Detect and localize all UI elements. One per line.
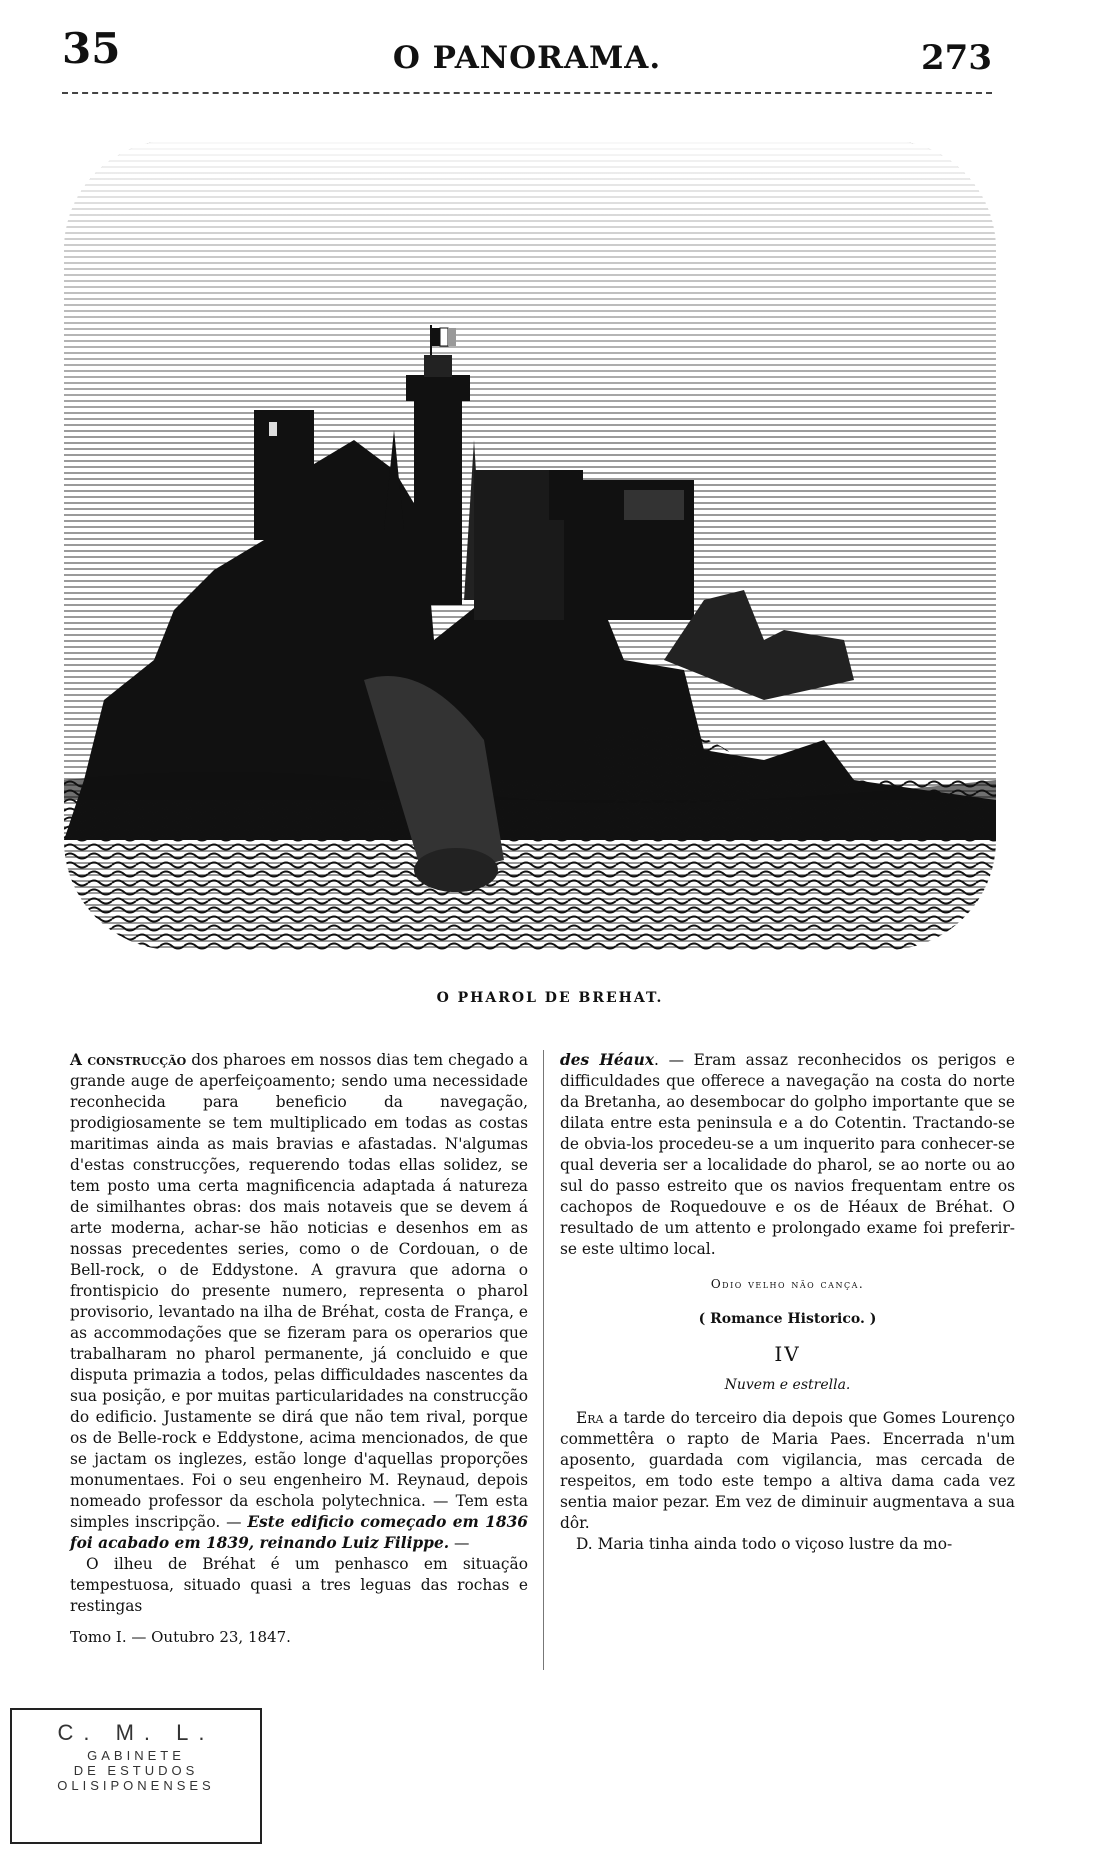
story-paragraph-1 bbox=[560, 1408, 1015, 1534]
story-chapter-number: IV bbox=[774, 1342, 801, 1366]
page-number: 273 bbox=[921, 38, 992, 78]
article-body-text: dos pharoes em nossos dias tem chegado a grande auge de aperfeiçoamento; sendo uma necessidade reconhecida para beneficio da navegação, prodigiosamente se tem multiplicado em todas as costas maritimas ainda as mais bravias e afastadas. N'algumas d'estas construcções, requerendo todas ellas solidez, se tem posto uma certa magnificencia adaptada á natureza de similhantes obras: dos mais notaveis que se devem á arte moderna, achar-se hão noticias e desenhos em as nossas precedentes series, como o de Cordouan, o de Bell-rock, o de Eddystone. A gravura que adorna o frontispicio do presente numero, representa o pharol provisorio, levantado na ilha de Bréhat, costa de França, e as accommodações que se fizeram para os operarios que trabalharam no pharol permanente, já concluido e que disputa primazia a todos, pelas difficuldades nascentes da sua posição, e por muitas particularidades na construcção do edificio. Justamente se dirá que não tem rival, porque os de Belle-rock e Eddystone, acima mencionados, de que se jactam os inglezes, estão longe d'aquellas proporções monumentaes. Foi o seu engenheiro M. Reynaud, depois nomeado professor da eschola polytechnica. — Tem esta simples inscripção. — bbox=[70, 1051, 528, 1531]
article-continued-text: . — Eram assaz reconhecidos os perigos e difficuldades que offerece a navegação na costa do norte da Bretanha, ao desembocar do golpho importante que se dilata entre esta peninsula e a do Cotentin. Tractando-se de obvia-los procedeu-se a um inquerito para conhecer-se qual deveria ser a localidade do pharol, se ao norte ou ao sul do passo estreito que os navios frequentam entre os cachopos de Roquedouve e os de Héaux de Bréhat. O resultado de um attento e prolongado exame foi preferir-se este ultimo local. bbox=[560, 1051, 1015, 1258]
story-subtitle: ( Romance Historico. ) bbox=[698, 1311, 877, 1327]
engraving-lighthouse-island-icon bbox=[64, 140, 996, 950]
article-inscription-end: — bbox=[449, 1534, 470, 1552]
story-chapter-title: Nuvem e estrella. bbox=[724, 1377, 851, 1393]
article-lead-words: A construcção bbox=[70, 1051, 187, 1069]
story-lead-word: Era bbox=[576, 1409, 604, 1427]
stamp-line-2: GABINETE bbox=[87, 1748, 185, 1763]
illustration-caption: O PHAROL DE BREHAT. bbox=[436, 990, 664, 1006]
column-divider bbox=[543, 1050, 544, 1670]
story-title: Odio velho não cança. bbox=[710, 1277, 865, 1291]
library-stamp bbox=[10, 1708, 262, 1844]
story-paragraph-2: D. Maria tinha ainda todo o viçoso lustre da mo- bbox=[576, 1535, 953, 1553]
article-paragraph-1 bbox=[70, 1050, 528, 1554]
stamp-line-4: OLISIPONENSES bbox=[57, 1778, 215, 1793]
journal-title: O PANORAMA. bbox=[392, 40, 662, 76]
article-inscription: Este edificio começado em 1836 foi acabado em 1839, reinando Luiz Filippe. bbox=[70, 1513, 528, 1552]
issue-number: 35 bbox=[62, 24, 121, 73]
stamp-line-1: C. M. L. bbox=[57, 1720, 215, 1745]
header-rule bbox=[62, 92, 992, 94]
issue-footer: Tomo I. — Outubro 23, 1847. bbox=[70, 1628, 291, 1646]
article-italic-place: des Héaux bbox=[560, 1051, 655, 1069]
article-paragraph-2-continued bbox=[560, 1050, 1015, 1260]
page-header bbox=[62, 18, 992, 78]
stamp-line-3: DE ESTUDOS bbox=[73, 1763, 199, 1778]
article-paragraph-2: O ilheu de Bréhat é um penhasco em situação tempestuosa, situado quasi a tres leguas das rochas e restingas bbox=[70, 1555, 528, 1615]
article-right-column bbox=[560, 1050, 1015, 1555]
story-body-text: a tarde do terceiro dia depois que Gomes Lourenço commettêra o rapto de Maria Paes. Encerrada n'um aposento, guardada com vigilancia, mas cercada de respeitos, em todo este tempo a altiva dama cada vez sentia maior pezar. Em vez de diminuir augmentava a sua dôr. bbox=[560, 1409, 1015, 1532]
article-left-column bbox=[70, 1050, 528, 1648]
